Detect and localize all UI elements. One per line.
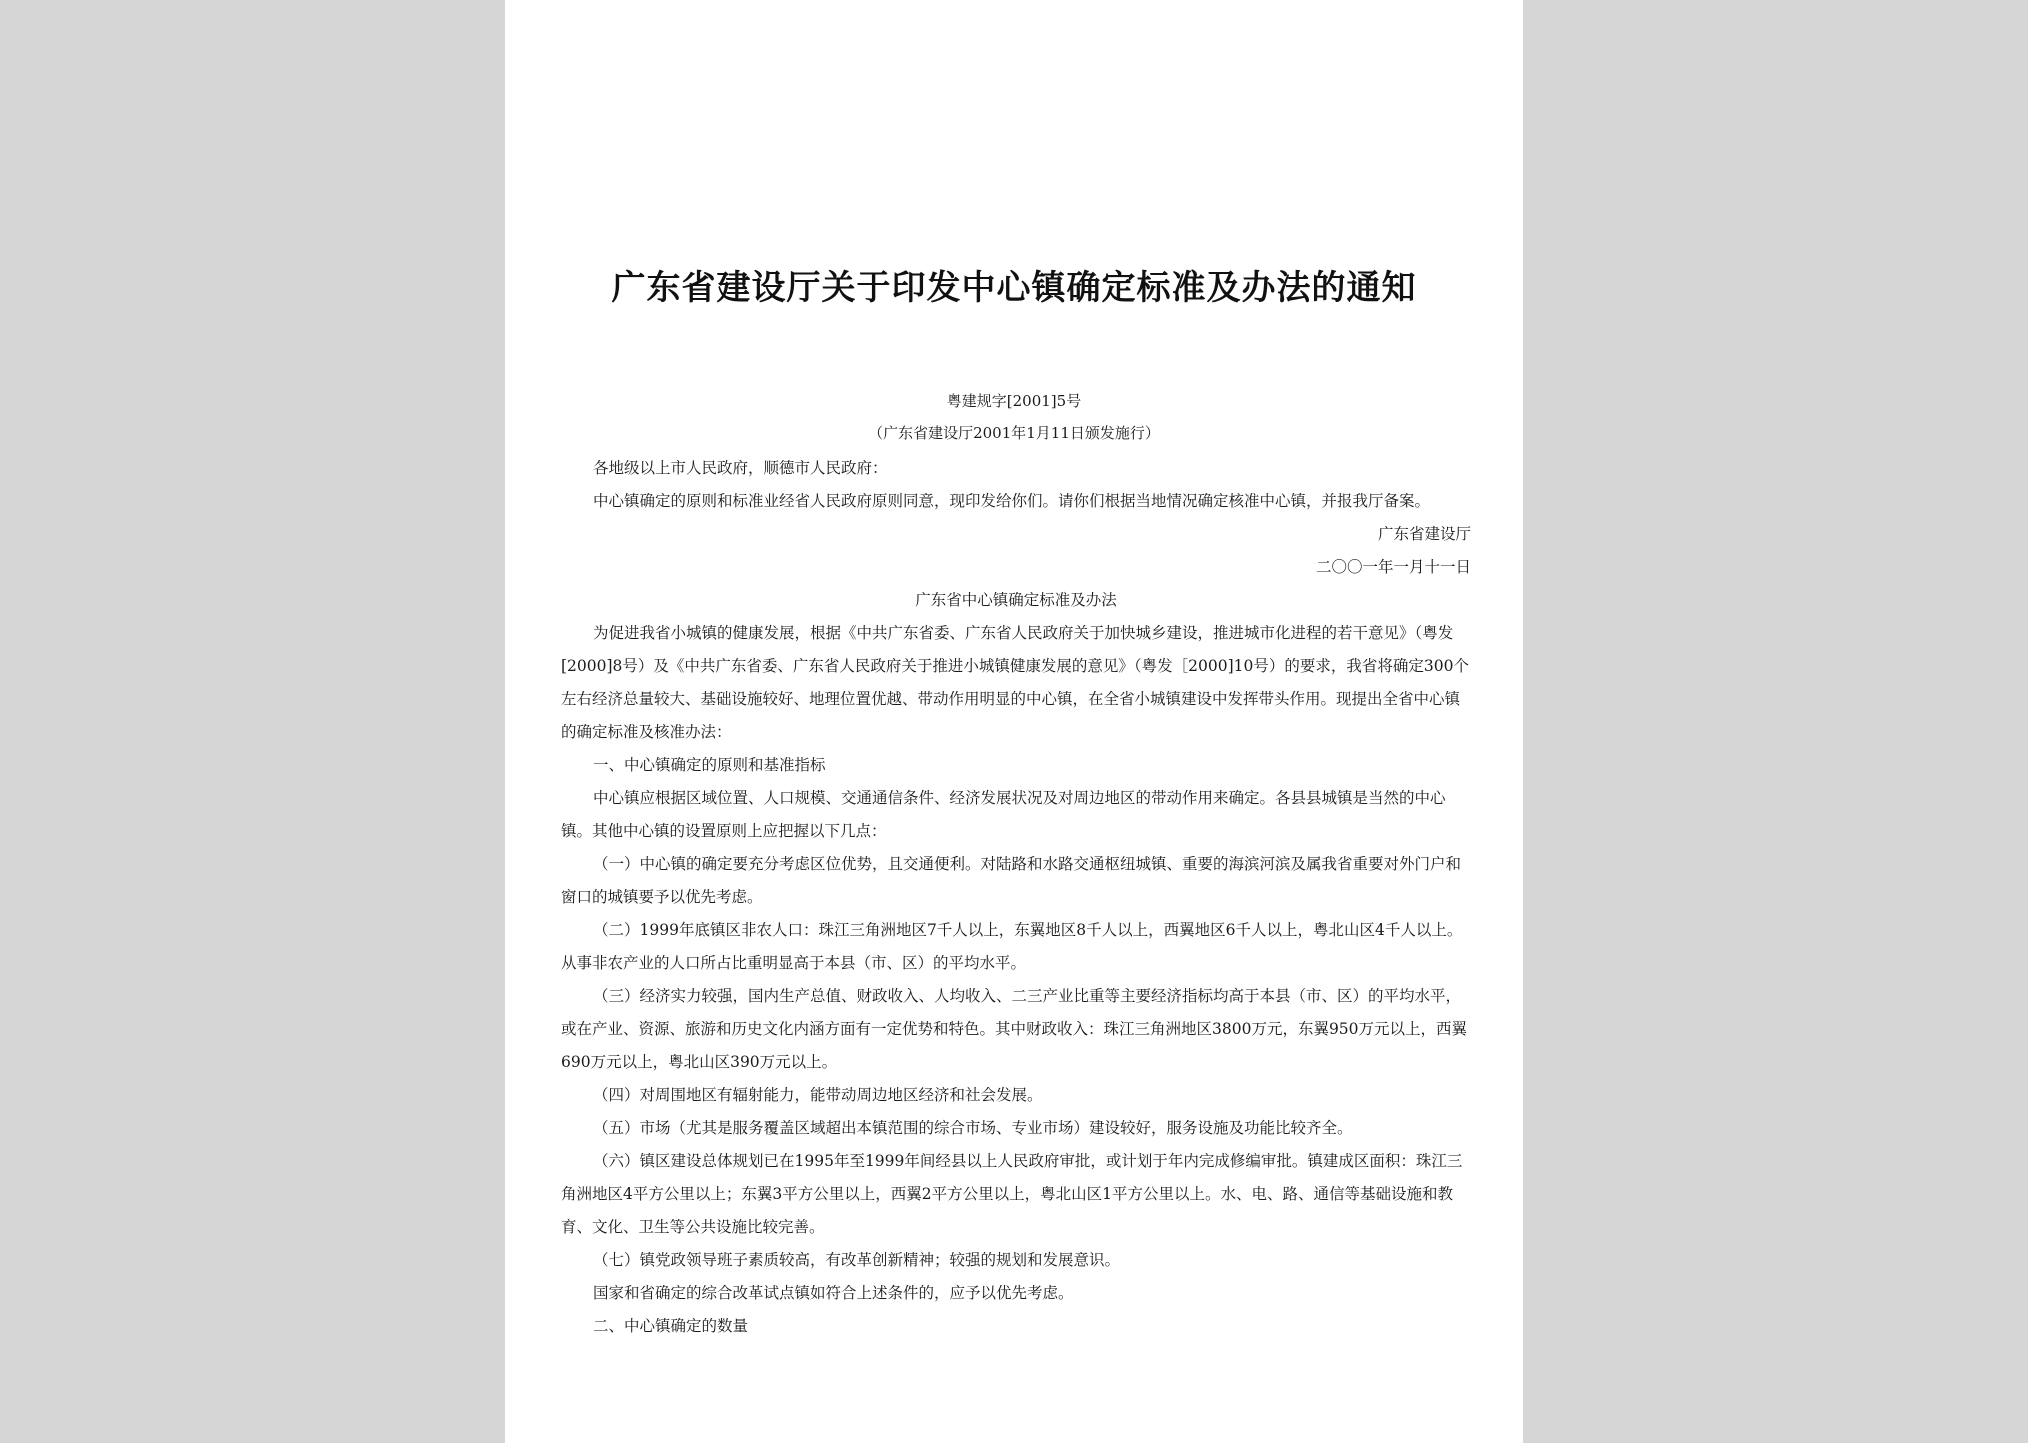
- list-item: （二）1999年底镇区非农人口：珠江三角洲地区7千人以上，东翼地区8千人以上，西翼地区6千人以上，粤北山区4千人以上。从事非农产业的人口所占比重明显高于本县（市、区）的平均水平。: [561, 921, 1463, 972]
- section-intro: 中心镇应根据区域位置、人口规模、交通通信条件、经济发展状况及对周边地区的带动作用来确定。各县县城镇是当然的中心镇。其他中心镇的设置原则上应把握以下几点：: [561, 789, 1446, 840]
- document-body: [561, 452, 1471, 1343]
- signature-org: 广东省建设厅: [1377, 525, 1471, 543]
- list-item: （七）镇党政领导班子素质较高，有改革创新精神；较强的规划和发展意识。: [593, 1251, 1121, 1269]
- intro-paragraph: 中心镇确定的原则和标准业经省人民政府原则同意，现印发给你们。请你们根据当地情况确定核准中心镇，并报我厅备案。: [593, 492, 1431, 510]
- closing-note: 国家和省确定的综合改革试点镇如符合上述条件的，应予以优先考虑。: [593, 1284, 1074, 1302]
- list-item: （一）中心镇的确定要充分考虑区位优势，且交通便利。对陆路和水路交通枢纽城镇、重要的海滨河滨及属我省重要对外门户和窗口的城镇要予以优先考虑。: [561, 855, 1462, 906]
- document-title: 广东省建设厅关于印发中心镇确定标准及办法的通知: [611, 268, 1417, 308]
- document-number: 粤建规字[2001]5号: [946, 392, 1082, 410]
- signature-date: 二〇〇一年一月十一日: [1315, 558, 1471, 576]
- document-page: [505, 0, 1523, 1443]
- section-heading: 二、中心镇确定的数量: [593, 1317, 749, 1335]
- list-item: （六）镇区建设总体规划已在1995年至1999年间经县以上人民政府审批，或计划于年内完成修编审批。镇建成区面积：珠江三角洲地区4平方公里以上；东翼3平方公里以上，西翼2平方公里以上，粤北山区1平方公里以上。水、电、路、通信等基础设施和教育、文化、卫生等公共设施比较完善。: [561, 1152, 1463, 1236]
- preamble-paragraph: 为促进我省小城镇的健康发展，根据《中共广东省委、广东省人民政府关于加快城乡建设，推进城市化进程的若干意见》（粤发[2000]8号）及《中共广东省委、广东省人民政府关于推进小城镇健康发展的意见》（粤发［2000]10号）的要求，我省将确定300个左右经济总量较大、基础设施较好、地理位置优越、带动作用明显的中心镇，在全省小城镇建设中发挥带头作用。现提出全省中心镇的确定标准及核准办法：: [561, 624, 1469, 741]
- list-item: （四）对周围地区有辐射能力，能带动周边地区经济和社会发展。: [593, 1086, 1043, 1104]
- list-item: （五）市场（尤其是服务覆盖区域超出本镇范围的综合市场、专业市场）建设较好，服务设施及功能比较齐全。: [593, 1119, 1353, 1137]
- issued-note: （广东省建设厅2001年1月11日颁发施行）: [868, 424, 1160, 442]
- salutation: 各地级以上市人民政府，顺德市人民政府：: [593, 459, 888, 477]
- section-heading: 一、中心镇确定的原则和基准指标: [593, 756, 826, 774]
- attachment-title: 广东省中心镇确定标准及办法: [915, 591, 1117, 609]
- list-item: （三）经济实力较强，国内生产总值、财政收入、人均收入、二三产业比重等主要经济指标均高于本县（市、区）的平均水平，或在产业、资源、旅游和历史文化内涵方面有一定优势和特色。其中财政收入：珠江三角洲地区3800万元，东翼950万元以上，西翼690万元以上，粤北山区390万元以上。: [561, 987, 1468, 1071]
